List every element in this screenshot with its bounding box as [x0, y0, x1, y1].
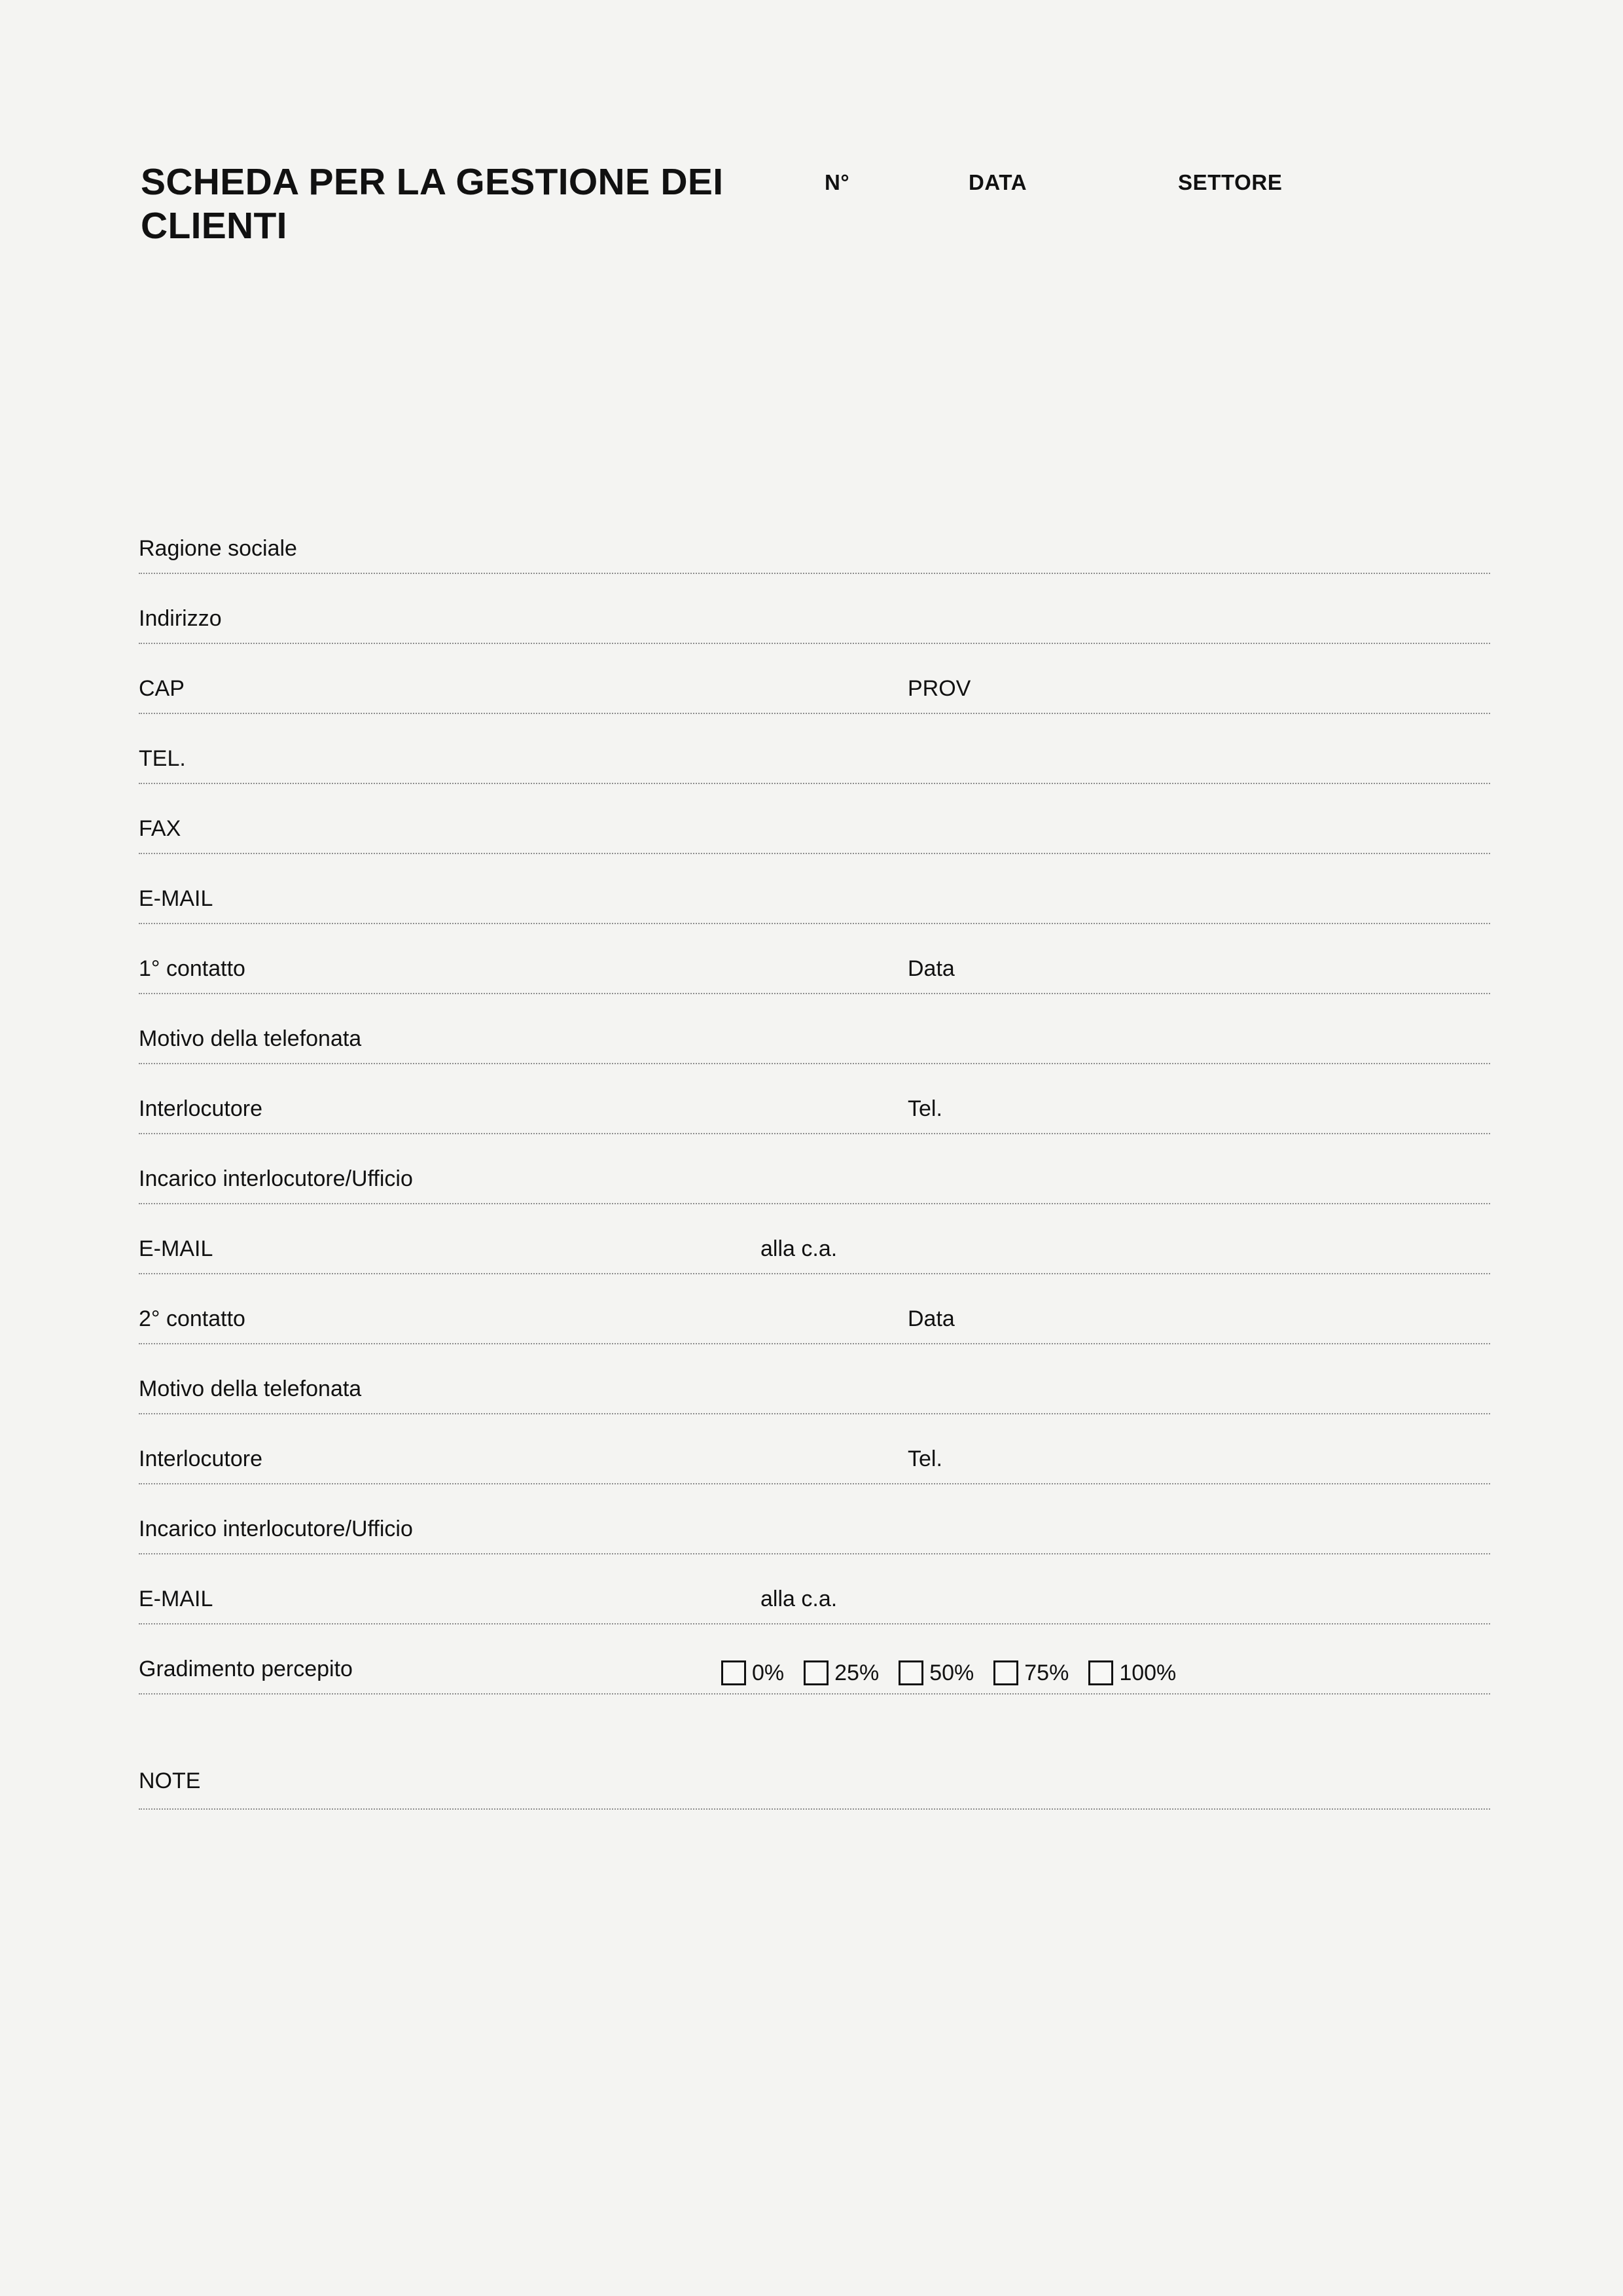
field-label-secondary: Data	[908, 1306, 955, 1331]
rating-option-label: 50%	[929, 1660, 974, 1685]
form-row-incarico-ufficio-2[interactable]	[139, 1484, 1490, 1554]
form-row-cap-prov[interactable]	[139, 644, 1490, 714]
rating-option-label: 75%	[1024, 1660, 1069, 1685]
header-field-settore: SETTORE	[1178, 170, 1283, 194]
field-label: CAP	[139, 676, 185, 701]
field-label: E-MAIL	[139, 886, 213, 911]
form-row-tel[interactable]	[139, 714, 1490, 784]
page-title: SCHEDA PER LA GESTIONE DEI CLIENTI	[141, 161, 724, 247]
field-label-secondary: Tel.	[908, 1446, 942, 1471]
field-label: Interlocutore	[139, 1446, 262, 1471]
field-label: FAX	[139, 816, 181, 841]
field-label: Ragione sociale	[139, 536, 297, 561]
field-label-secondary: Data	[908, 956, 955, 981]
field-label-secondary: PROV	[908, 676, 971, 701]
field-label: Gradimento percepito	[139, 1657, 353, 1681]
field-label: Incarico interlocutore/Ufficio	[139, 1166, 413, 1191]
rating-option-0[interactable]	[721, 1660, 784, 1685]
field-label: Motivo della telefonata	[139, 1026, 362, 1051]
checkbox-icon[interactable]	[1088, 1660, 1113, 1685]
field-label: E-MAIL	[139, 1587, 213, 1611]
form-row-incarico-ufficio-1[interactable]	[139, 1134, 1490, 1204]
checkbox-icon[interactable]	[804, 1660, 829, 1685]
checkbox-icon[interactable]	[899, 1660, 923, 1685]
form-row-email-alla-ca-1[interactable]	[139, 1204, 1490, 1274]
form-row-primo-contatto[interactable]	[139, 924, 1490, 994]
rating-option-25[interactable]	[804, 1660, 879, 1685]
field-label: Indirizzo	[139, 606, 222, 631]
form-row-note[interactable]	[139, 1741, 1490, 1810]
field-label: E-MAIL	[139, 1236, 213, 1261]
form-row-ragione-sociale[interactable]	[139, 504, 1490, 574]
field-label-secondary: alla c.a.	[760, 1236, 838, 1261]
header-field-data: DATA	[969, 170, 1027, 194]
form-row-motivo-telefonata-1[interactable]	[139, 994, 1490, 1064]
rating-checkbox-group	[721, 1660, 1176, 1685]
form-row-email[interactable]	[139, 854, 1490, 924]
field-rule	[139, 1693, 1490, 1695]
field-rule	[139, 1808, 1490, 1810]
rating-option-50[interactable]	[899, 1660, 974, 1685]
form-rows	[139, 504, 1490, 1695]
document-header	[141, 160, 1489, 278]
field-label: Interlocutore	[139, 1096, 262, 1121]
form-row-email-alla-ca-2[interactable]	[139, 1554, 1490, 1624]
rating-option-100[interactable]	[1088, 1660, 1176, 1685]
field-label: NOTE	[139, 1768, 201, 1793]
note-section	[139, 1741, 1490, 1810]
form-row-interlocutore-1[interactable]	[139, 1064, 1490, 1134]
form-row-secondo-contatto[interactable]	[139, 1274, 1490, 1344]
checkbox-icon[interactable]	[993, 1660, 1018, 1685]
field-label: Incarico interlocutore/Ufficio	[139, 1516, 413, 1541]
field-label-secondary: Tel.	[908, 1096, 942, 1121]
field-label: 2° contatto	[139, 1306, 245, 1331]
rating-option-label: 0%	[752, 1660, 785, 1685]
form-row-indirizzo[interactable]	[139, 574, 1490, 644]
header-field-numero: N°	[825, 170, 850, 194]
field-label: 1° contatto	[139, 956, 245, 981]
rating-option-label: 25%	[834, 1660, 880, 1685]
form-row-gradimento-percepito[interactable]	[139, 1624, 1490, 1695]
field-label: TEL.	[139, 746, 186, 771]
field-label: Motivo della telefonata	[139, 1376, 362, 1401]
form-row-motivo-telefonata-2[interactable]	[139, 1344, 1490, 1414]
form-row-interlocutore-2[interactable]	[139, 1414, 1490, 1484]
rating-option-75[interactable]	[993, 1660, 1069, 1685]
field-label-secondary: alla c.a.	[760, 1587, 838, 1611]
rating-option-label: 100%	[1119, 1660, 1177, 1685]
checkbox-icon[interactable]	[721, 1660, 746, 1685]
form-row-fax[interactable]	[139, 784, 1490, 854]
